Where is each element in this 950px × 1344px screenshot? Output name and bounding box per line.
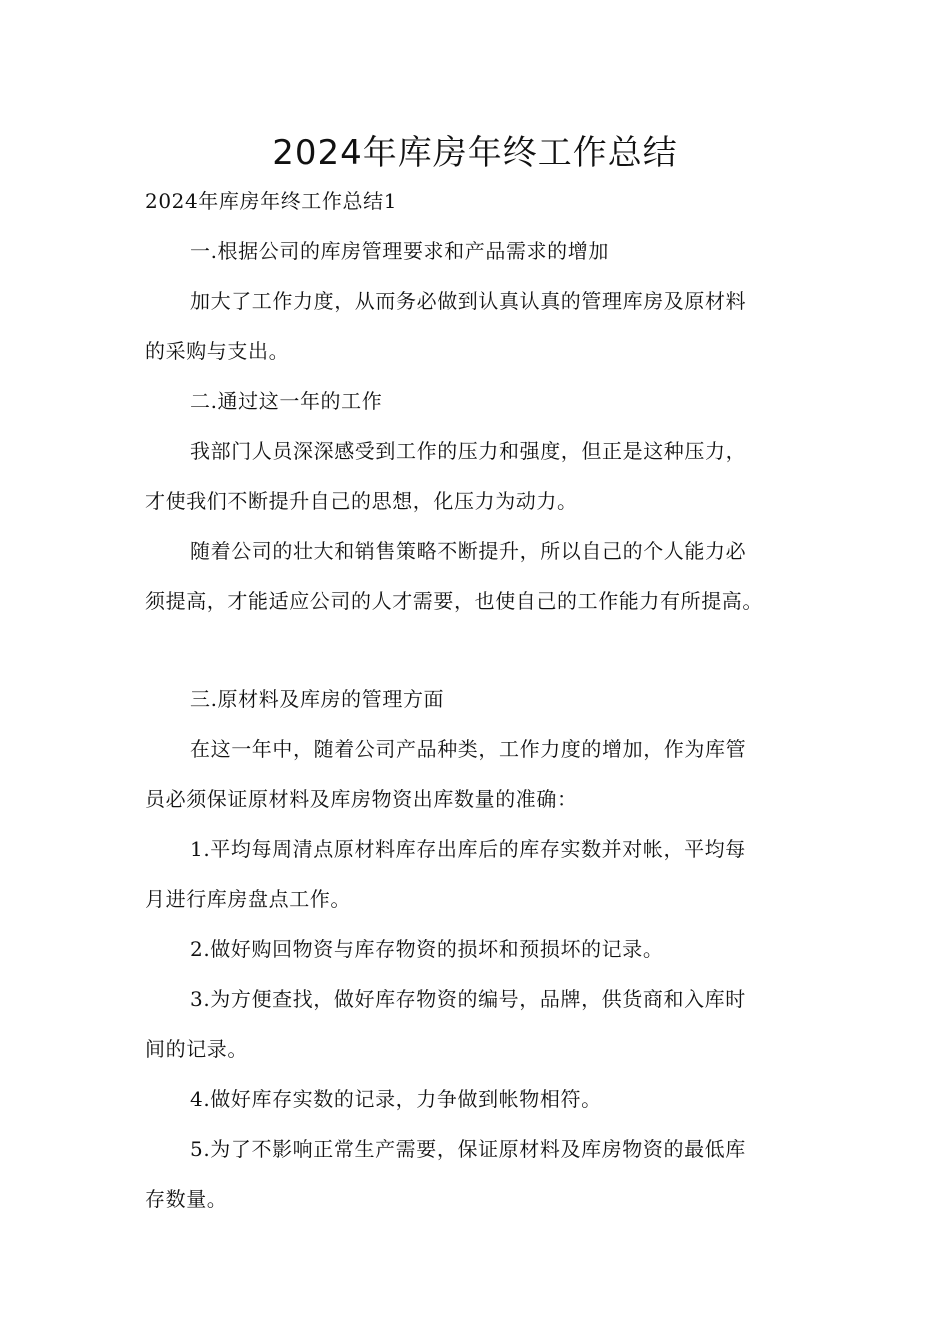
list-item-4: 4.做好库存实数的记录，力争做到帐物相符。 (190, 1087, 602, 1111)
document-title: 2024年库房年终工作总结 (272, 133, 678, 173)
list-item-continuation: 存数量。 (145, 1187, 228, 1211)
list-item-1: 1.平均每周清点原材料库存出库后的库存实数并对帐，平均每 (190, 837, 746, 861)
list-item-continuation: 月进行库房盘点工作。 (145, 887, 351, 911)
paragraph-line: 的采购与支出。 (145, 339, 290, 363)
list-item-5: 5.为了不影响正常生产需要，保证原材料及库房物资的最低库 (190, 1137, 746, 1161)
section-heading-3: 三.原材料及库房的管理方面 (190, 687, 445, 711)
paragraph-line: 须提高，才能适应公司的人才需要，也使自己的工作能力有所提高。 (145, 589, 763, 613)
document-subtitle: 2024年库房年终工作总结1 (145, 189, 398, 213)
paragraph-line: 才使我们不断提升自己的思想，化压力为动力。 (145, 489, 578, 513)
paragraph-line: 在这一年中，随着公司产品种类，工作力度的增加，作为库管 (190, 737, 747, 761)
section-heading-1: 一.根据公司的库房管理要求和产品需求的增加 (190, 239, 609, 263)
section-heading-2: 二.通过这一年的工作 (190, 389, 383, 413)
list-item-continuation: 间的记录。 (145, 1037, 248, 1061)
paragraph-line: 随着公司的壮大和销售策略不断提升，所以自己的个人能力必 (190, 539, 747, 563)
paragraph-line: 我部门人员深深感受到工作的压力和强度，但正是这种压力， (190, 439, 747, 463)
list-item-2: 2.做好购回物资与库存物资的损坏和预损坏的记录。 (190, 937, 664, 961)
paragraph-line: 加大了工作力度，从而务必做到认真认真的管理库房及原材料 (190, 289, 747, 313)
list-item-3: 3.为方便查找，做好库存物资的编号，品牌，供货商和入库时 (190, 987, 746, 1011)
paragraph-line: 员必须保证原材料及库房物资出库数量的准确： (145, 787, 578, 811)
